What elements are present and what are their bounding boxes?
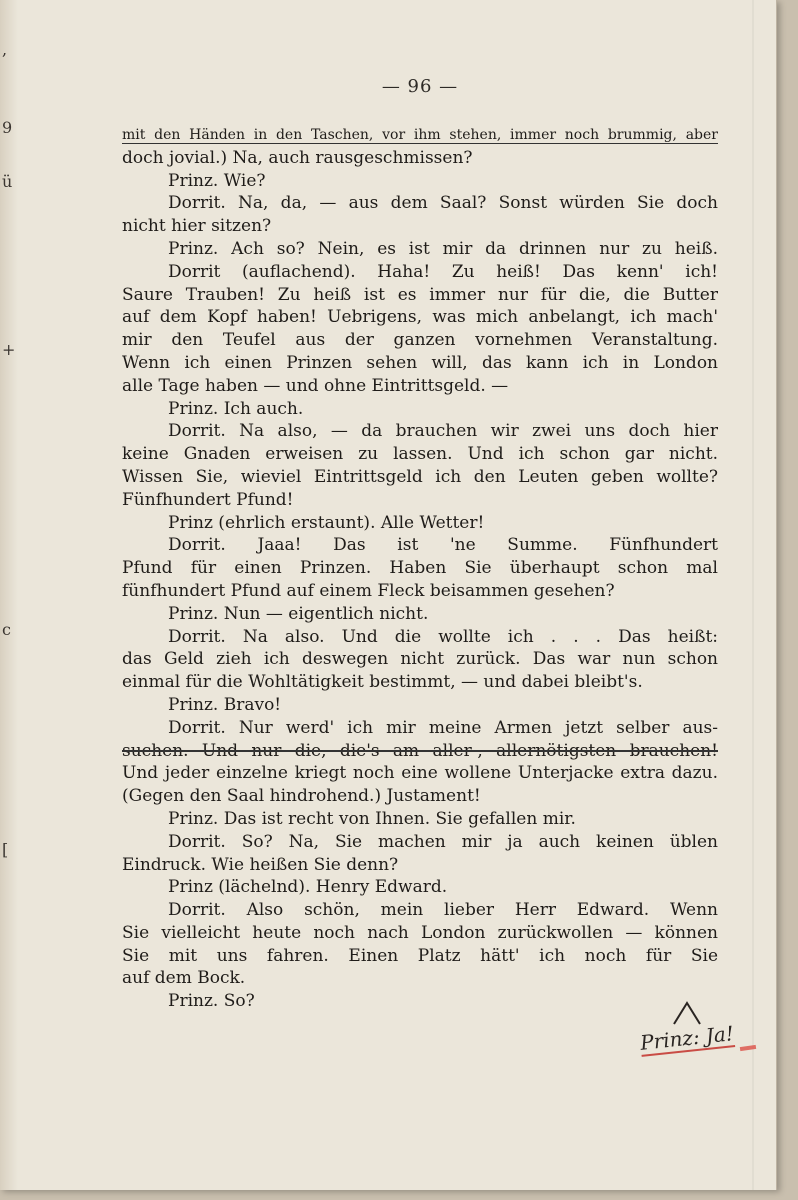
text-line-30: (Gegen den Saal hindrohend.) Justament! bbox=[122, 786, 481, 807]
text-line-28 bbox=[122, 740, 718, 763]
insertion-caret-mark bbox=[672, 1000, 702, 1026]
margin-mark: [ bbox=[2, 840, 9, 859]
page-left-edge bbox=[0, 0, 18, 1190]
margin-mark: ü bbox=[2, 172, 13, 191]
text-line-3: Prinz. Wie? bbox=[168, 170, 266, 191]
text-line-5: nicht hier sitzen? bbox=[122, 216, 272, 237]
page-text bbox=[122, 124, 718, 1013]
margin-mark: c bbox=[2, 620, 11, 639]
text-line-18: Prinz (ehrlich erstaunt). Alle Wetter! bbox=[168, 512, 485, 533]
text-line-25: einmal für die Wohltätigkeit bestimmt, — und dabei bleibt's. bbox=[122, 672, 643, 693]
text-line-1 bbox=[122, 124, 718, 147]
text-line-33: Eindruck. Wie heißen Sie denn? bbox=[122, 854, 399, 875]
text-line-32: Dorrit. So? Na, Sie machen mir ja auch keinen üblen bbox=[168, 831, 718, 852]
text-line-19: Dorrit. Jaaa! Das ist 'ne Summe. Fünfhundert bbox=[168, 535, 718, 556]
struck-text: suchen. Und nur die, die's am aller-, allernötigsten brauchen! bbox=[122, 740, 718, 761]
text-line-22: Prinz. Nun — eigentlich nicht. bbox=[168, 603, 429, 624]
text-line-31: Prinz. Das ist recht von Ihnen. Sie gefallen mir. bbox=[168, 808, 576, 829]
text-line-15: keine Gnaden erweisen zu lassen. Und ich schon gar nicht. bbox=[122, 444, 718, 465]
text-line-36: Sie vielleicht heute noch nach London zurückwollen — können bbox=[122, 922, 718, 943]
text-line-10: mir den Teufel aus der ganzen vornehmen Veranstaltung. bbox=[122, 330, 718, 351]
text-line-13: Prinz. Ich auch. bbox=[168, 398, 304, 419]
text-line-23: Dorrit. Na also. Und die wollte ich . . . Das heißt: bbox=[168, 626, 718, 647]
text-line-7: Dorrit (auflachend). Haha! Zu heiß! Das kenn' ich! bbox=[168, 261, 718, 282]
text-line-4: Dorrit. Na, da, — aus dem Saal? Sonst würden Sie doch bbox=[168, 193, 718, 214]
text-line-37: Sie mit uns fahren. Einen Platz hätt' ich noch für Sie bbox=[122, 945, 718, 966]
stage-direction: mit den Händen in den Taschen, vor ihm stehen, immer noch brummig, aber bbox=[122, 127, 718, 143]
handwritten-annotation bbox=[639, 1021, 735, 1055]
text-line-21: fünfhundert Pfund auf einem Fleck beisammen gesehen? bbox=[122, 580, 615, 601]
text-line-17: Fünfhundert Pfund! bbox=[122, 489, 294, 510]
margin-mark: , bbox=[2, 40, 8, 59]
paper-fold bbox=[752, 0, 754, 1190]
text-line-38: auf dem Bock. bbox=[122, 968, 246, 989]
margin-mark: 9 bbox=[2, 118, 13, 137]
text-line-24: das Geld zieh ich deswegen nicht zurück. Das war nun schon bbox=[122, 649, 718, 670]
text-line-14: Dorrit. Na also, — da brauchen wir zwei uns doch hier bbox=[168, 421, 718, 442]
text-line-29: Und jeder einzelne kriegt noch eine wollene Unterjacke extra dazu. bbox=[122, 763, 718, 784]
text-line-9: auf dem Kopf haben! Uebrigens, was mich anbelangt, ich mach' bbox=[122, 307, 718, 328]
text-line-20: Pfund für einen Prinzen. Haben Sie überhaupt schon mal bbox=[122, 558, 718, 579]
text-line-16: Wissen Sie, wieviel Eintrittsgeld ich den Leuten geben wollte? bbox=[122, 466, 718, 487]
text-line-27: Dorrit. Nur werd' ich mir meine Armen jetzt selber aus- bbox=[168, 717, 718, 738]
text-line-12: alle Tage haben — und ohne Eintrittsgeld. — bbox=[122, 375, 509, 396]
margin-mark: + bbox=[2, 340, 16, 359]
text-line-39: Prinz. So? bbox=[168, 991, 255, 1012]
text-line-11: Wenn ich einen Prinzen sehen will, das kann ich in London bbox=[122, 352, 718, 373]
text-line-6: Prinz. Ach so? Nein, es ist mir da drinnen nur zu heiß. bbox=[168, 238, 718, 259]
text-line-2: doch jovial.) Na, auch rausgeschmissen? bbox=[122, 147, 473, 168]
text-line-35: Dorrit. Also schön, mein lieber Herr Edward. Wenn bbox=[168, 900, 718, 921]
text-line-8: Saure Trauben! Zu heiß ist es immer nur für die, die Butter bbox=[122, 284, 718, 305]
text-line-26: Prinz. Bravo! bbox=[168, 694, 282, 715]
page-number: — 96 — bbox=[381, 76, 459, 97]
handwritten-text: Prinz: Ja! bbox=[639, 1021, 735, 1055]
text-line-34: Prinz (lächelnd). Henry Edward. bbox=[168, 877, 448, 898]
